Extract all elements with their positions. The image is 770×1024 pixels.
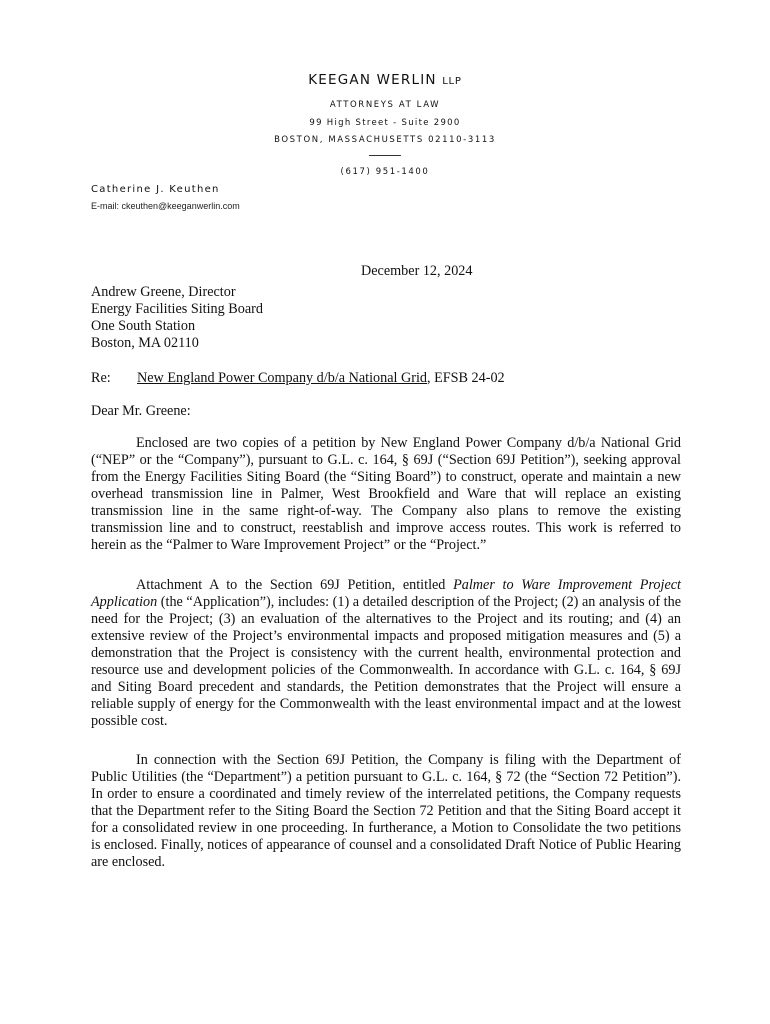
salutation: Dear Mr. Greene: <box>91 403 191 419</box>
addressee-line: Boston, MA 02110 <box>91 335 199 351</box>
body-paragraph-2 <box>91 577 681 730</box>
sender-email: E-mail: ckeuthen@keeganwerlin.com <box>91 201 240 211</box>
re-label: Re: <box>91 370 111 386</box>
body-paragraph-3: In connection with the Section 69J Petition, the Company is filing with the Department of Public Utilities (the “Department”) a petition pursuant to G.L. c. 164, § 72 (the “Section 72 Petition”). In order to ensure a coordinated and timely review of the interrelated petitions, the Company requests that the Department refer to the Siting Board the Section 72 Petition and that the Siting Board accept it for a consolidated review in one proceeding. In furtherance, a Motion to Consolidate the two petitions is enclosed. Finally, notices of appearance of counsel and a consolidated Draft Notice of Public Hearing are enclosed. <box>91 752 681 870</box>
body-paragraph-1: Enclosed are two copies of a petition by New England Power Company d/b/a National Grid (“NEP” or the “Company”), pursuant to G.L. c. 164, § 69J (“Section 69J Petition”), seeking approval from the Energy Facilities Siting Board (the “Siting Board”) to construct, operate and maintain a new overhead transmission line in Palmer, West Brookfield and Ware that will replace an existing transmission line in the same right-of-way. The Company also plans to remove the existing transmission line and to construct, reestablish and improve access routes. This work is referred to herein as the “Palmer to Ware Improvement Project” or the “Project.” <box>91 435 681 553</box>
addressee-block <box>91 284 263 352</box>
letterhead-divider <box>369 155 401 156</box>
letter-date: December 12, 2024 <box>361 263 473 279</box>
re-line <box>91 370 681 387</box>
addressee-line: Andrew Greene, Director <box>91 284 236 300</box>
paragraph-2-text-start: Attachment A to the Section 69J Petition, entitled <box>136 577 454 593</box>
firm-suffix: LLP <box>442 76 462 87</box>
firm-subtitle: ATTORNEYS AT LAW <box>329 100 441 110</box>
firm-phone: (617) 951-1400 <box>340 167 430 177</box>
re-docket: , EFSB 24-02 <box>427 370 505 386</box>
firm-name <box>0 72 770 88</box>
application-title: Palmer to Ware Improvement Project Application <box>91 577 682 610</box>
firm-name-text: KEEGAN WERLIN <box>308 72 437 88</box>
firm-address-line2: BOSTON, MASSACHUSETTS 02110-3113 <box>274 135 496 145</box>
addressee-line: One South Station <box>91 318 196 334</box>
sender-name: Catherine J. Keuthen <box>91 184 220 195</box>
paragraph-2-text-end: (the “Application”), includes: (1) a detailed description of the Project; (2) an analysis of the need for the Project; (3) an evaluation of the alternatives to the Project and its routing; and (4) an extensive review of the Project’s environmental impacts and proposed mitigation measures and (5) a demonstration that the Project is consistency with the current health, environmental protection and resource use and development policies of the Commonwealth. In accordance with G.L. c. 164, § 69J and Siting Board precedent and standards, the Petition demonstrates that the Project will ensure a reliable supply of energy for the Commonwealth with the least environmental impact and at the lowest possible cost. <box>91 594 681 729</box>
addressee-line: Energy Facilities Siting Board <box>91 301 263 317</box>
firm-address-line1: 99 High Street - Suite 2900 <box>309 118 461 128</box>
re-subject: New England Power Company d/b/a National Grid <box>137 370 427 386</box>
